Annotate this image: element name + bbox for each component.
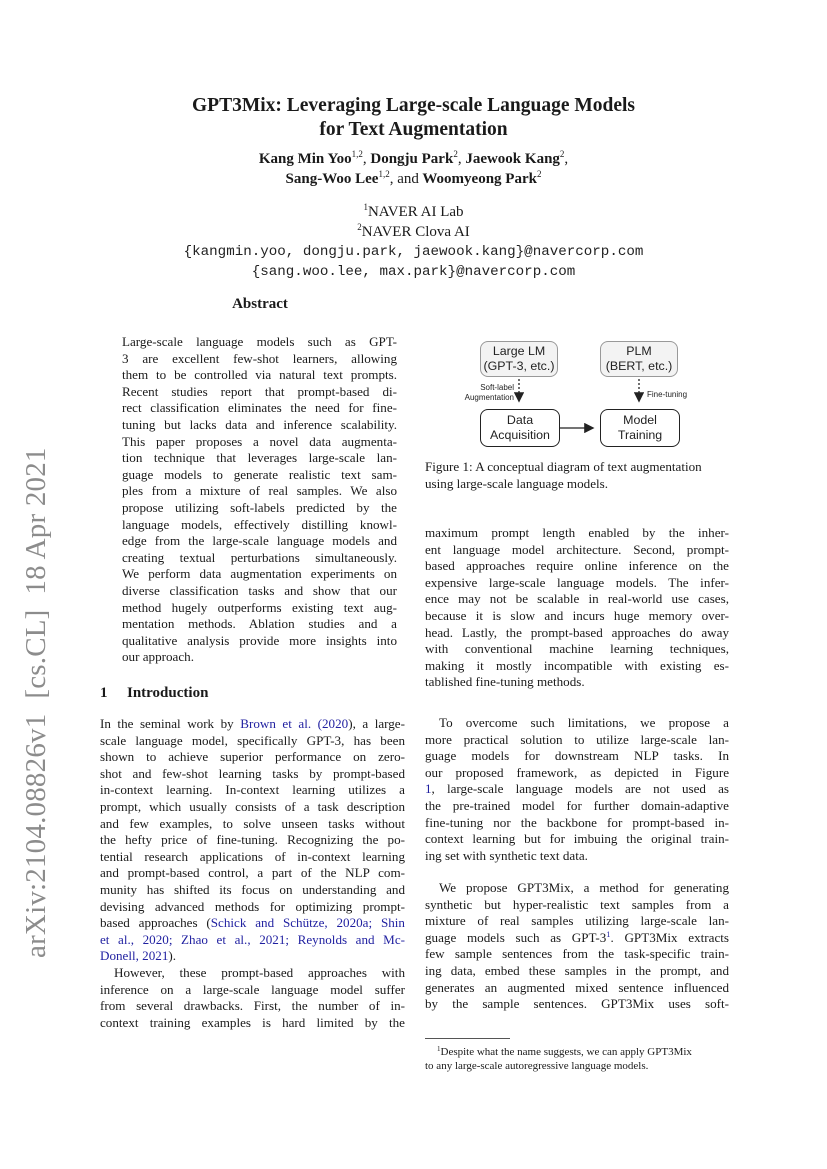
title-line-2: for Text Augmentation — [319, 119, 508, 140]
author-affil: 2 — [453, 149, 458, 159]
intro-paragraph-4: We propose GPT3Mix, a method for generating synthetic but hyper-realistic text samples from a mixture of real samples utilizing large-scale lan- guage models such as GPT-3$^1$. GPT3Mix extracts few sample sentences from the task-specific train- ing data, embed these samples in the prompt, and generates an augmented mixed sentence influenced by the sample sentences. GPT3Mix uses soft- — [425, 880, 729, 1012]
abstract-body: Large-scale language models such as GPT- 3 are excellent few-shot learners, allowing them to be controlled via natural text prompts. Recent studies report that prompt-based di- rect classification eliminates the need for fine- tuning but lacks data and inference scalability. This paper proposes a novel data augmenta- tion technique that leverages large-scale lan- guage models to generate realistic text sam- ples from a mixture of real samples. We also propose utilizing soft-labels predicted by the language models, effectively distilling knowl- edge from the large-scale language models and creating textual perturbations simultaneously. We perform data augmentation experiments on diverse classification tasks and show that our method hugely outperforms existing text aug- mentation methods. Ablation studies and a qualitative analysis provide more insights into our approach. — [122, 334, 397, 665]
author-name: Woomyeong Park — [422, 171, 537, 187]
figure-1-ref-link[interactable]: 1 — [425, 781, 432, 797]
author-name: Sang-Woo Lee — [285, 171, 379, 187]
citation-reynolds-2021[interactable]: Donell, 2021 — [100, 948, 169, 964]
citation-list[interactable]: Schick and Schütze, 2020a; Shin — [210, 915, 405, 931]
intro-paragraph-2-cont: maximum prompt length enabled by the inher- ent language model architecture. Second, prompt- based approaches require online inference on the expensive large-scale language models. The infer- ence may not be scalable in real-world use cases, because it is slow and incurs huge memory over- head. Lastly, the prompt-based approaches do away with conventional machine learning techniques, making it mostly incompatible with existing es- tablished fine-tuning methods. — [425, 525, 729, 690]
author-name: Jaewook Kang — [465, 151, 560, 167]
data-acquisition-box: Data Acquisition — [480, 409, 560, 447]
model-training-box: Model Training — [600, 409, 680, 447]
author-list: Kang Min Yoo$^{1,2}$, Dongju Park$^2$, Jaewook Kang$^2$, Sang-Woo Lee$^{1,2}$, and Woomyeong Park$^2$ — [258, 149, 569, 187]
affiliations — [0, 202, 827, 242]
email-block — [0, 242, 827, 282]
section-title: Introduction — [127, 685, 209, 701]
citation-list-cont[interactable]: et al., 2020; Zhao et al., 2021; Reynolds and Mc- — [100, 931, 405, 947]
large-lm-box: Large LM (GPT-3, etc.) — [480, 341, 558, 377]
title-line-1: GPT3Mix: Leveraging Large-scale Language Models — [191, 95, 636, 116]
email-line: {sang.woo.lee, max.park}@navercorp.com — [251, 264, 576, 280]
author-affil: 1,2 — [378, 169, 390, 179]
affiliation: $^2$NAVER Clova AI — [357, 222, 470, 240]
footnote-1: $^1$Despite what the name suggests, we can apply GPT3Mix to any large-scale autoregressive language models. — [425, 1045, 692, 1072]
author-name: Kang Min Yoo — [258, 151, 352, 167]
section-heading-introduction — [100, 685, 208, 702]
author-affil: 2 — [536, 169, 542, 179]
author-affil: 2 — [559, 149, 565, 159]
plm-box: PLM (BERT, etc.) — [600, 341, 678, 377]
affiliation: $^1$NAVER AI Lab — [363, 202, 464, 220]
arxiv-stamp: arXiv:2104.08826v1 [cs.CL] 18 Apr 2021 — [20, 447, 52, 958]
author-affil: 1,2 — [351, 149, 363, 159]
intro-paragraph-1: In the seminal work by Brown et al. (2020), a large- scale language model, specifically GPT-3, has been shown to achieve superior performance on zero- shot and few-shot learning tasks by prompt-based in-context learning. In-context learning utilizes a prompt, which usually consists of a task description and few examples, to solve unseen tasks without the hefty price of fine-tuning. Recognizing the po- tential research applications of in-context learning and prompt-based control, a part of the NLP com- munity has shifted its focus on understanding and devising advanced methods for optimizing prompt- based approaches (Schick and Schütze, 2020a; Shin et al., 2020; Zhao et al., 2021; Reynolds and Mc- Donell, 2021). However, these prompt-based approaches with inference on a large-scale language model suffer from several drawbacks. First, the number of in- context training examples is hard limited by the — [100, 716, 405, 1030]
fine-tuning-label: Fine-tuning — [647, 390, 688, 399]
intro-paragraph-3: To overcome such limitations, we propose a more practical solution to utilize large-scale lan- guage models for downstream NLP tasks. In our proposed framework, as depicted in Figure 1, large-scale language models are not used as the pre-trained model for further domain-adaptive fine-tuning nor the backbone for prompt-based in- context learning but for imbuing the original train- ing set with synthetic text data. — [425, 715, 729, 863]
footnote-rule — [425, 1038, 510, 1039]
abstract-heading: Abstract — [232, 296, 288, 312]
citation-brown-2020[interactable]: Brown et al. (2020 — [240, 716, 349, 731]
email-line: {kangmin.yoo, dongju.park, jaewook.kang}@navercorp.com — [183, 244, 644, 260]
paper-title — [0, 94, 827, 142]
soft-label-augmentation-label: Soft-label Augmentation — [464, 383, 514, 402]
figure-1-diagram — [440, 330, 740, 455]
figure-1-caption: Figure 1: A conceptual diagram of text augmentation using large-scale language models. — [425, 459, 702, 491]
footnote-1-ref-link[interactable]: 1 — [606, 928, 611, 939]
section-number: 1 — [100, 685, 108, 701]
author-name: Dongju Park — [370, 151, 454, 167]
